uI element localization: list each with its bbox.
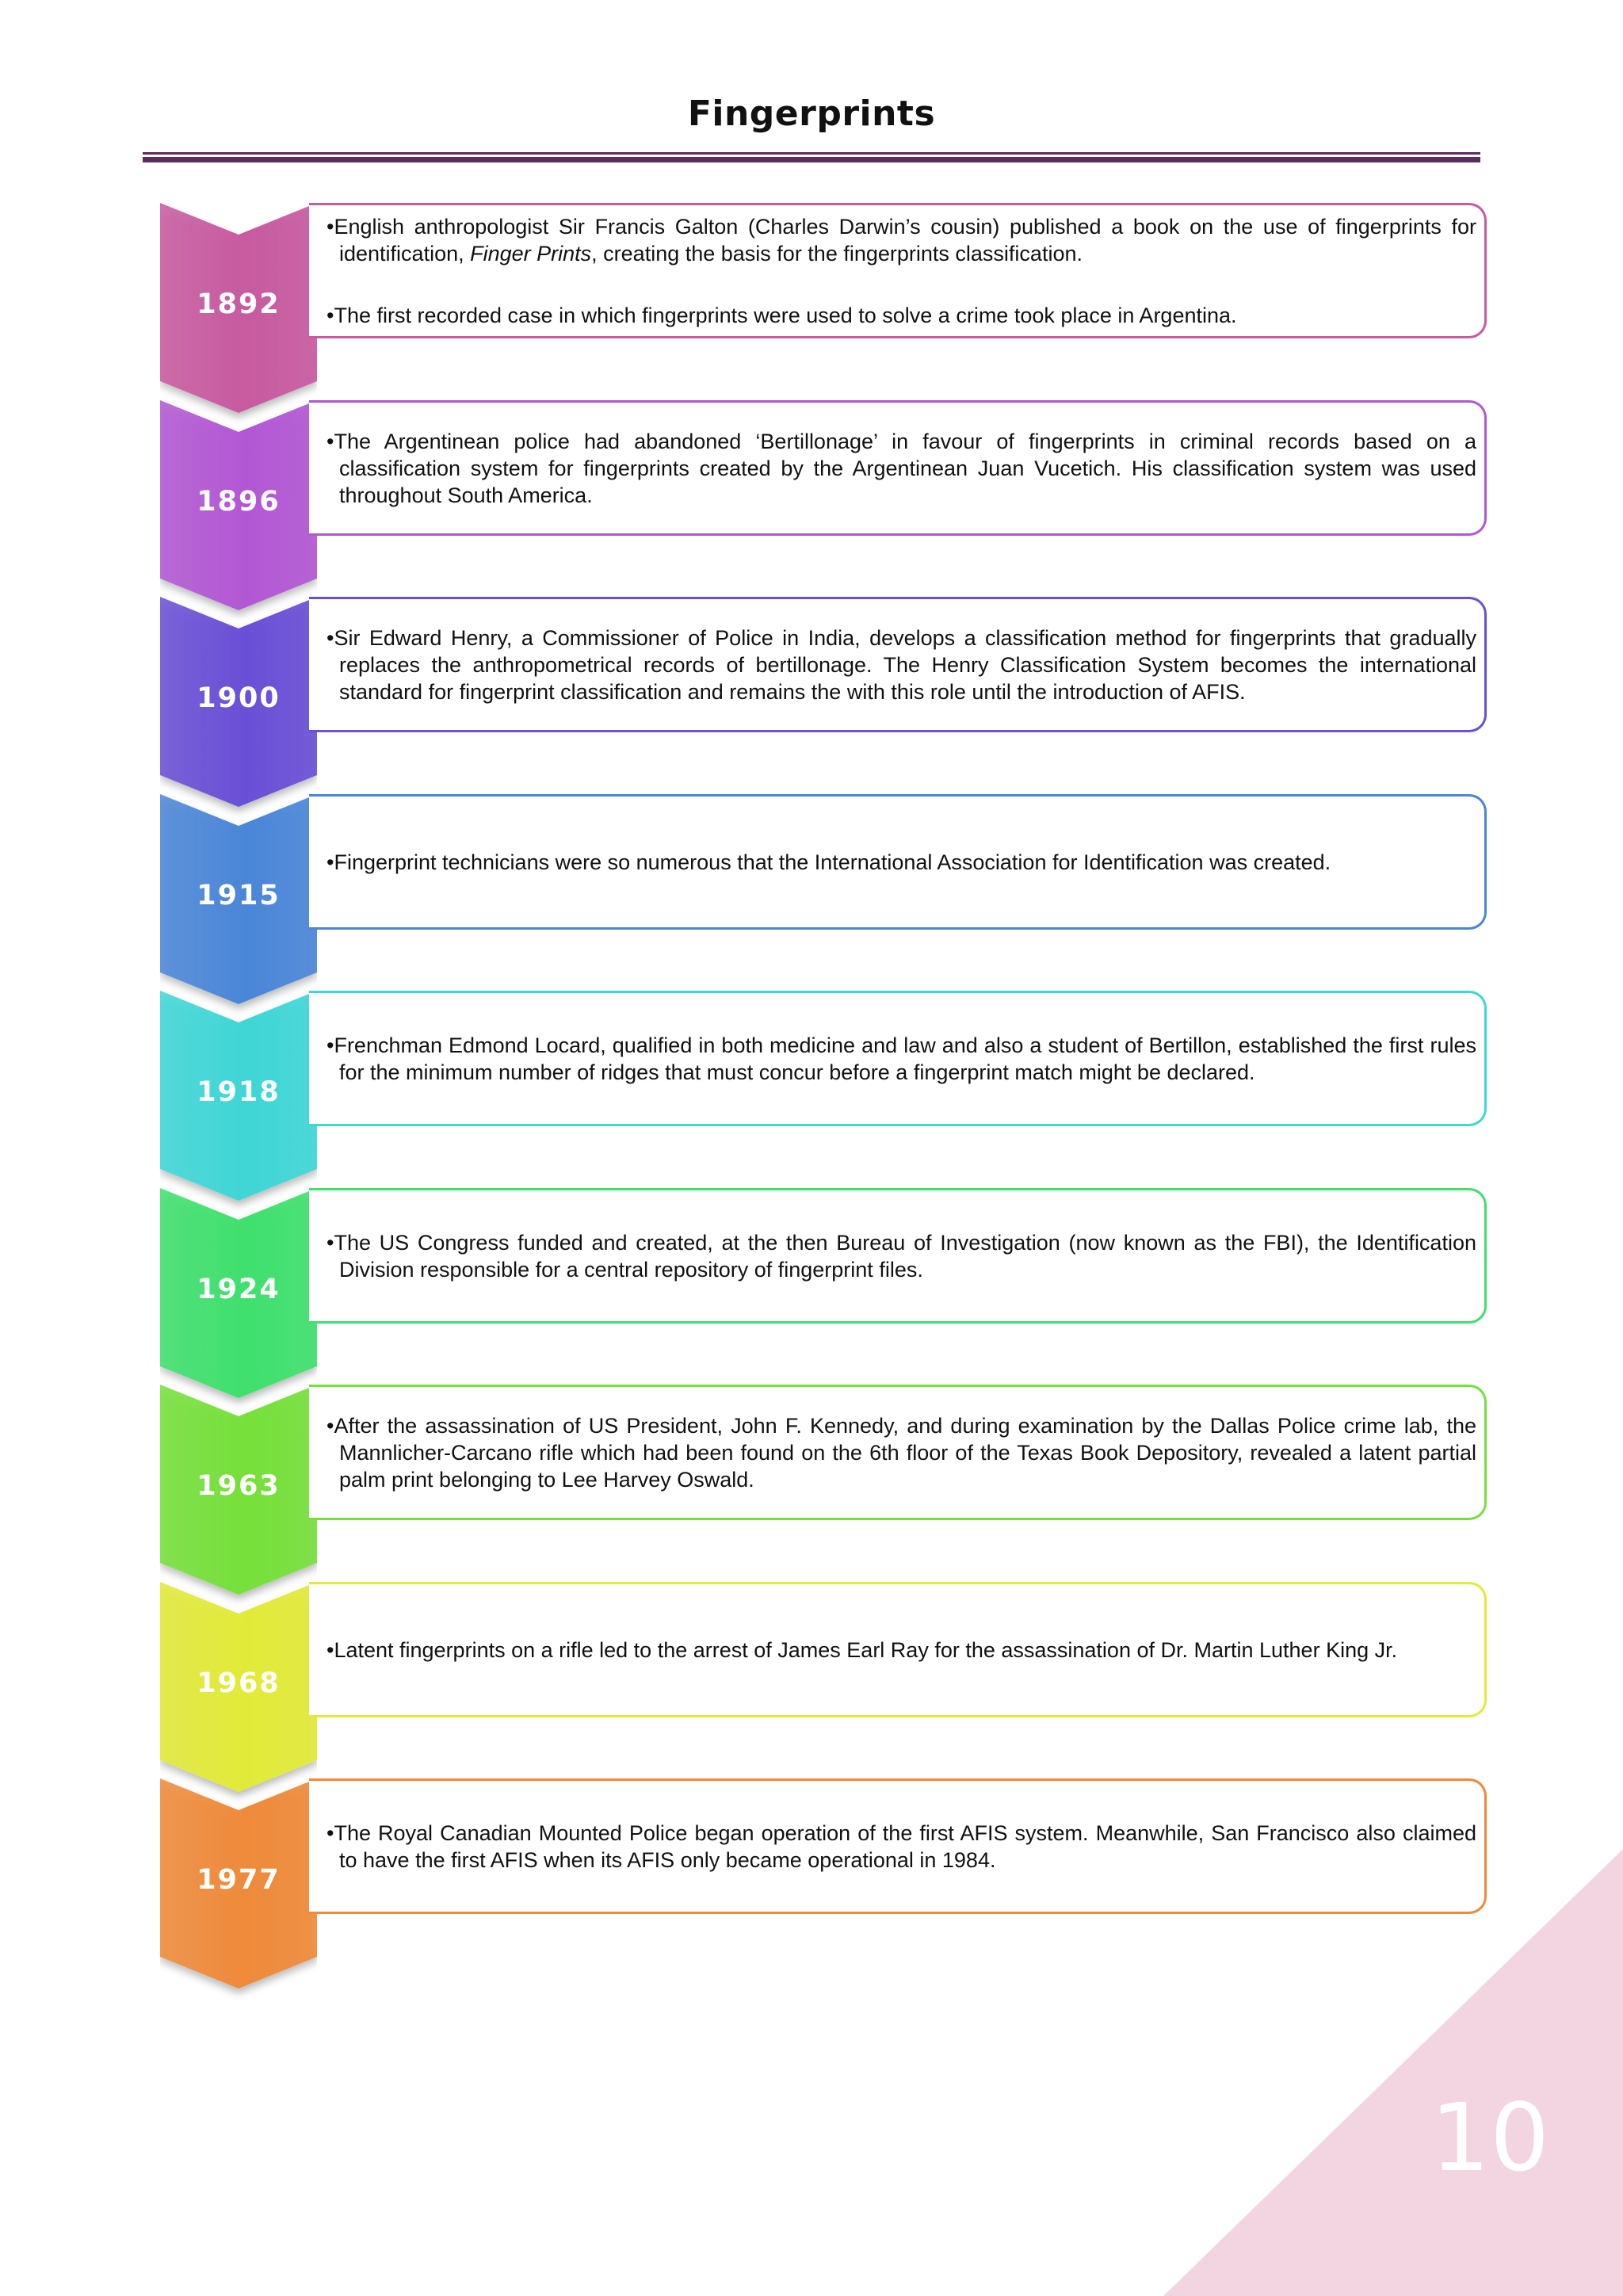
event-description-box [309,1582,1487,1717]
year-label: 1977 [197,1864,281,1896]
year-label: 1963 [197,1470,281,1502]
title-divider-thin [143,152,1480,155]
page-number: 10 [1430,2083,1550,2192]
event-bullet: •The Argentinean police had abandoned ‘Bertillonage’ in favour of fingerprints in criminal records based on a classification system for fingerprints created by the Argentinean Juan Vucetich. His classification system was used throughout South America. [327,429,1476,507]
year-label: 1918 [197,1076,281,1108]
title-divider-thick [143,157,1480,162]
event-description-box [309,794,1487,930]
event-bullet: •English anthropologist Sir Francis Galton (Charles Darwin’s cousin) published a book on the use of fingerprints for identification, Finger Prints, creating the basis for the fingerprints classification. [327,214,1476,266]
event-bullet: •Sir Edward Henry, a Commissioner of Police in India, develops a classification method for fingerprints that gradually replaces the anthropometrical records of bertillonage. The Henry Classification System becomes the international standard for fingerprint classification and remains the with this role until the introduction of AFIS. [327,625,1476,704]
year-chevron [160,1778,317,2040]
event-bullet: •After the assassination of US President, John F. Kennedy, and during examination by the Dallas Police crime lab, the Mannlicher-Carcano rifle which had been found on the 6th floor of the Texas Book Depository, revealed a latent partial palm print belonging to Lee Harvey Oswald. [327,1413,1476,1492]
page-corner-decoration [1163,1849,1623,2296]
event-description-box [309,1188,1487,1324]
event-bullet: •Latent fingerprints on a rifle led to the arrest of James Earl Ray for the assassination of Dr. Martin Luther King Jr. [327,1637,1398,1662]
event-description-box [309,597,1487,732]
event-bullet: •The US Congress funded and created, at the then Bureau of Investigation (now known as the FBI), the Identification Division responsible for a central repository of fingerprint files. [327,1230,1476,1282]
event-description-box [309,1385,1487,1520]
year-label: 1924 [197,1274,281,1305]
event-description-box [309,400,1487,536]
book-title: Finger Prints [470,241,592,266]
event-bullet: •Frenchman Edmond Locard, qualified in both medicine and law and also a student of Bertillon, established the first rules for the minimum number of ridges that must concur before a fingerprint match might be declared. [327,1033,1476,1084]
event-description-box [309,991,1487,1126]
year-label: 1892 [197,288,281,320]
year-label: 1900 [197,682,281,714]
year-label: 1896 [197,486,281,518]
event-bullet: •The Royal Canadian Mounted Police began operation of the first AFIS system. Meanwhile, San Francisco also claimed to have the first AFIS when its AFIS only became operational in 1984. [327,1820,1476,1872]
year-label: 1915 [197,880,281,911]
event-bullet: •The first recorded case in which fingerprints were used to solve a crime took place in Argentina. [327,303,1237,327]
event-description-box [309,203,1487,338]
page-title: Fingerprints [687,94,936,134]
year-label: 1968 [197,1668,281,1699]
event-bullet: •Fingerprint technicians were so numerous that the International Association for Identification was created. [327,850,1331,874]
